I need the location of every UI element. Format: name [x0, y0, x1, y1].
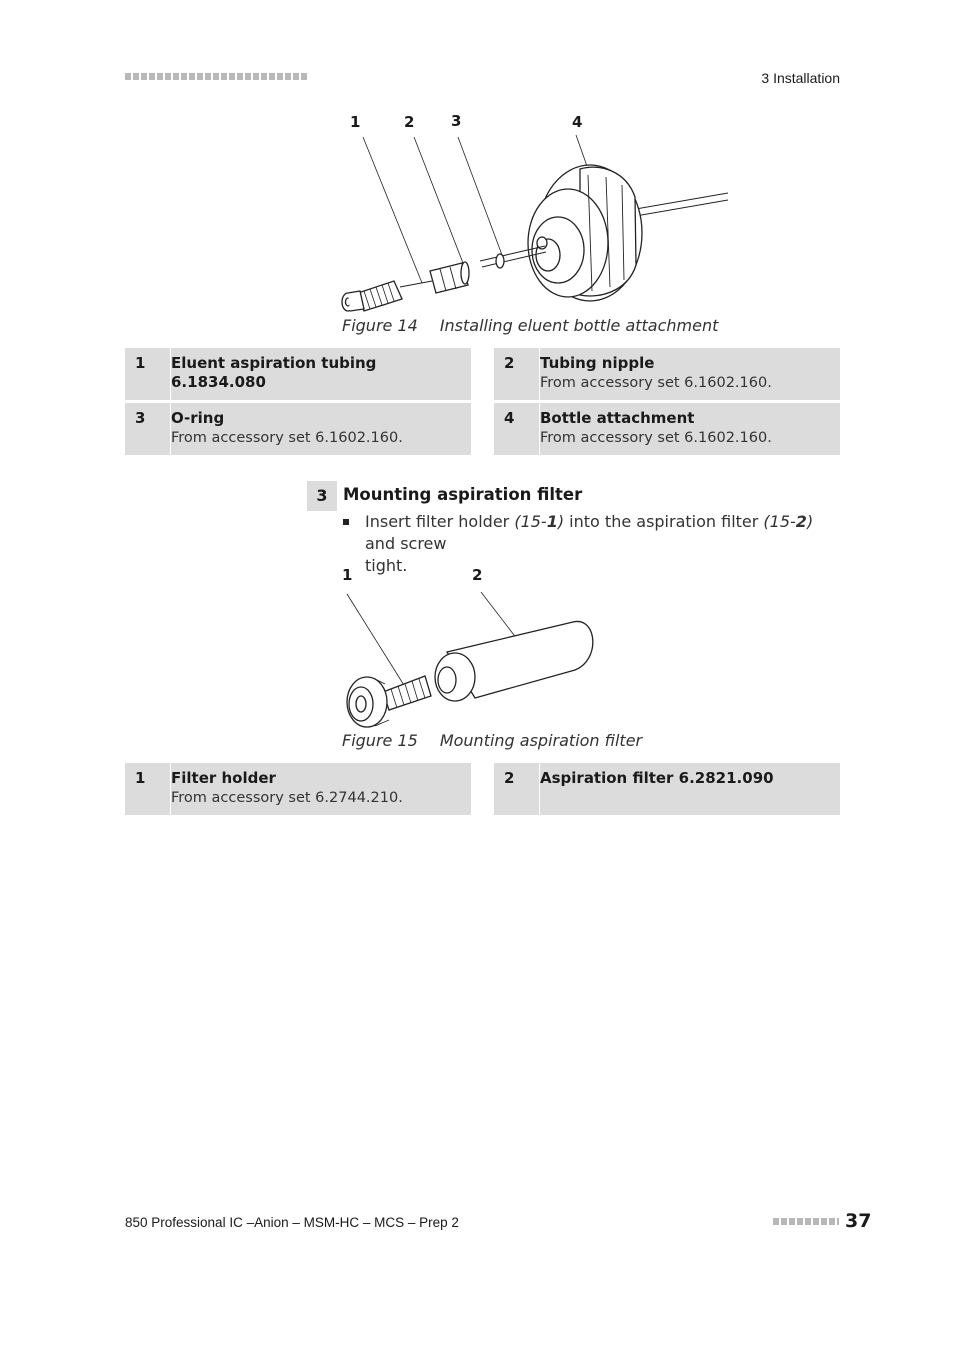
- legend-number: 2: [504, 769, 515, 787]
- legend-title: Eluent aspiration tubing 6.1834.080: [171, 354, 377, 391]
- legend-number: 1: [135, 769, 146, 787]
- legend-title: Aspiration filter 6.2821.090: [540, 769, 774, 787]
- figure-15-title: Mounting aspiration filter: [439, 731, 643, 750]
- legend-number: 3: [135, 409, 146, 427]
- step-instruction: Insert filter holder (15-1) into the aspiration filter (15-2) and screw tight.: [365, 512, 814, 575]
- figure-15-callout-1: 1: [342, 566, 353, 584]
- figure-14-callout-2: 2: [404, 113, 415, 131]
- legend-item-filter-holder: [125, 763, 471, 815]
- figure-15-callout-2: 2: [472, 566, 483, 584]
- figure-15-illustration: [335, 580, 615, 730]
- legend-item-tubing-nipple: [494, 348, 840, 400]
- figure-14-caption: [342, 316, 718, 335]
- figure-14-callout-3: 3: [451, 112, 462, 130]
- figure-14-title: Installing eluent bottle attachment: [439, 316, 719, 335]
- aspiration-filter-drawing: [335, 580, 615, 730]
- legend-subtitle: From accessory set 6.2744.210.: [171, 790, 403, 806]
- legend-title: O-ring: [171, 409, 225, 427]
- legend-subtitle: From accessory set 6.1602.160.: [171, 430, 403, 446]
- legend-title: Filter holder: [171, 769, 276, 787]
- section-header: 3 Installation: [761, 70, 840, 86]
- step-title: Mounting aspiration filter: [343, 485, 583, 504]
- legend-title: Bottle attachment: [540, 409, 695, 427]
- legend-item-aspiration-filter: [494, 763, 840, 815]
- legend-number: 2: [504, 354, 515, 372]
- legend-subtitle: From accessory set 6.1602.160.: [540, 375, 772, 391]
- legend-title: Tubing nipple: [540, 354, 655, 372]
- legend-item-eluent-tubing: [125, 348, 471, 400]
- page-number: 37: [845, 1210, 872, 1232]
- legend-item-bottle-attachment: [494, 403, 840, 455]
- legend-subtitle: From accessory set 6.1602.160.: [540, 430, 772, 446]
- figure-14-label: Figure 14: [342, 316, 418, 335]
- legend-number: 1: [135, 354, 146, 372]
- footer-decoration: [773, 1218, 839, 1225]
- header-decoration: [125, 73, 307, 80]
- legend-number: 4: [504, 409, 515, 427]
- step-number: 3: [307, 481, 337, 511]
- footer-product-name: 850 Professional IC –Anion – MSM-HC – MCS – Prep 2: [125, 1215, 459, 1230]
- figure-14-callout-1: 1: [350, 113, 361, 131]
- eluent-bottle-attachment-drawing: [330, 105, 750, 315]
- bullet-icon: [343, 519, 349, 525]
- legend-item-o-ring: [125, 403, 471, 455]
- figure-14-illustration: [330, 105, 750, 315]
- figure-14-callout-4: 4: [572, 113, 583, 131]
- figure-15-caption: [342, 731, 642, 750]
- figure-15-label: Figure 15: [342, 731, 418, 750]
